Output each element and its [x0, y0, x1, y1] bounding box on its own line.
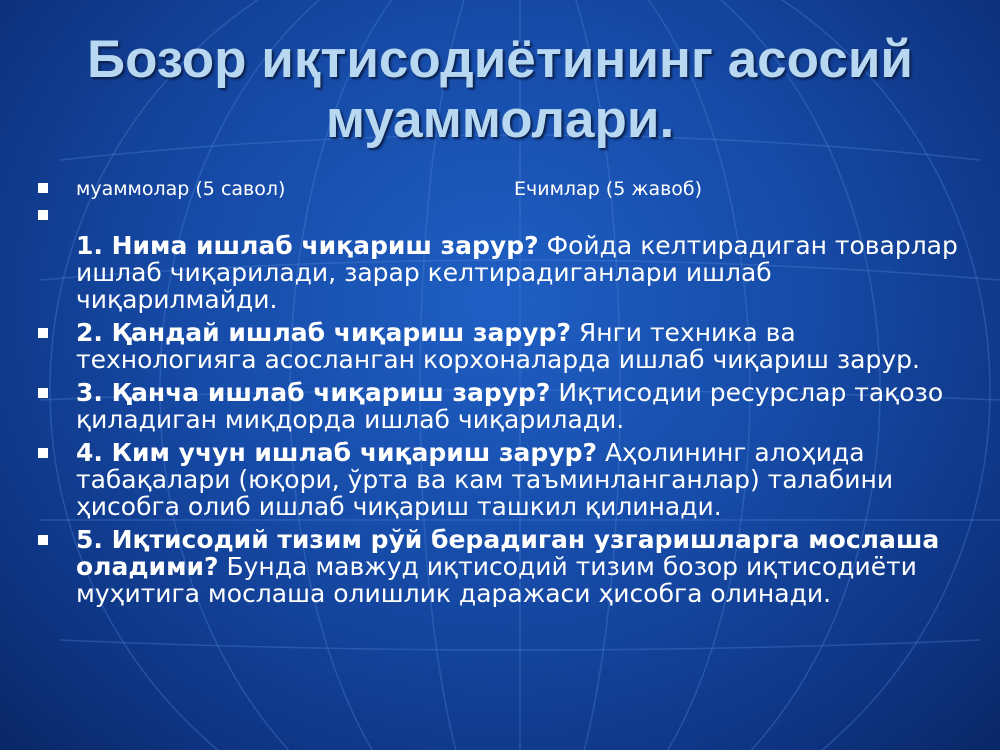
item-question: 4. Ким учун ишлаб чиқариш зарур? — [76, 438, 597, 467]
item-answer: Аҳолининг алоҳида табақалари (юқори, ўрта ва кам таъминланганлар) талабини ҳисобга олиб ишлаб чиқариш ташкил қилинади. — [76, 438, 894, 521]
empty-bullet-row — [34, 204, 964, 228]
item-answer: Бунда мавжуд иқтисодий тизим бозор иқтисодиёти муҳитига мослаша олишлик даражаси ҳисобга олинади. — [76, 552, 917, 608]
square-bullet-icon — [38, 210, 48, 220]
square-bullet-icon — [38, 535, 48, 545]
header-row — [34, 174, 964, 204]
solutions-header: Ечимлар (5 жавоб) — [514, 178, 703, 200]
square-bullet-icon — [38, 183, 48, 193]
list-item — [34, 379, 964, 433]
item-answer: Иқтисодии ресурслар тақозо қиладиган миқдорда ишлаб чиқарилади. — [76, 378, 944, 434]
square-bullet-icon — [38, 448, 48, 458]
square-bullet-icon — [38, 328, 48, 338]
item-question: 2. Қандай ишлаб чиқариш зарур? — [76, 318, 571, 347]
item-question: 3. Қанча ишлаб чиқариш зарур? — [76, 378, 551, 407]
list-item — [34, 526, 964, 607]
slide-title — [40, 30, 960, 150]
title-line-1: Бозор иқтисодиётининг асосий — [87, 30, 913, 89]
item-answer: Фойда келтирадиган товарлар ишлаб чиқарилади, зарар келтирадиганлари ишлаб чиқарилмайди. — [76, 231, 958, 314]
list-item — [34, 228, 964, 313]
list-item — [34, 319, 964, 373]
list-item — [34, 439, 964, 520]
slide-body — [34, 174, 964, 613]
item-question: 1. Нима ишлаб чиқариш зарур? — [76, 231, 539, 260]
square-bullet-icon — [38, 388, 48, 398]
problems-header: муаммолар (5 савол) — [76, 178, 286, 200]
item-answer: Янги техника ва технологияга асосланган корхоналарда ишлаб чиқариш зарур. — [76, 318, 920, 374]
item-question: 5. Иқтисодий тизим рўй берадиган узгаришларга мослаша оладими? — [76, 525, 940, 581]
title-line-2: муаммолари. — [325, 90, 675, 149]
